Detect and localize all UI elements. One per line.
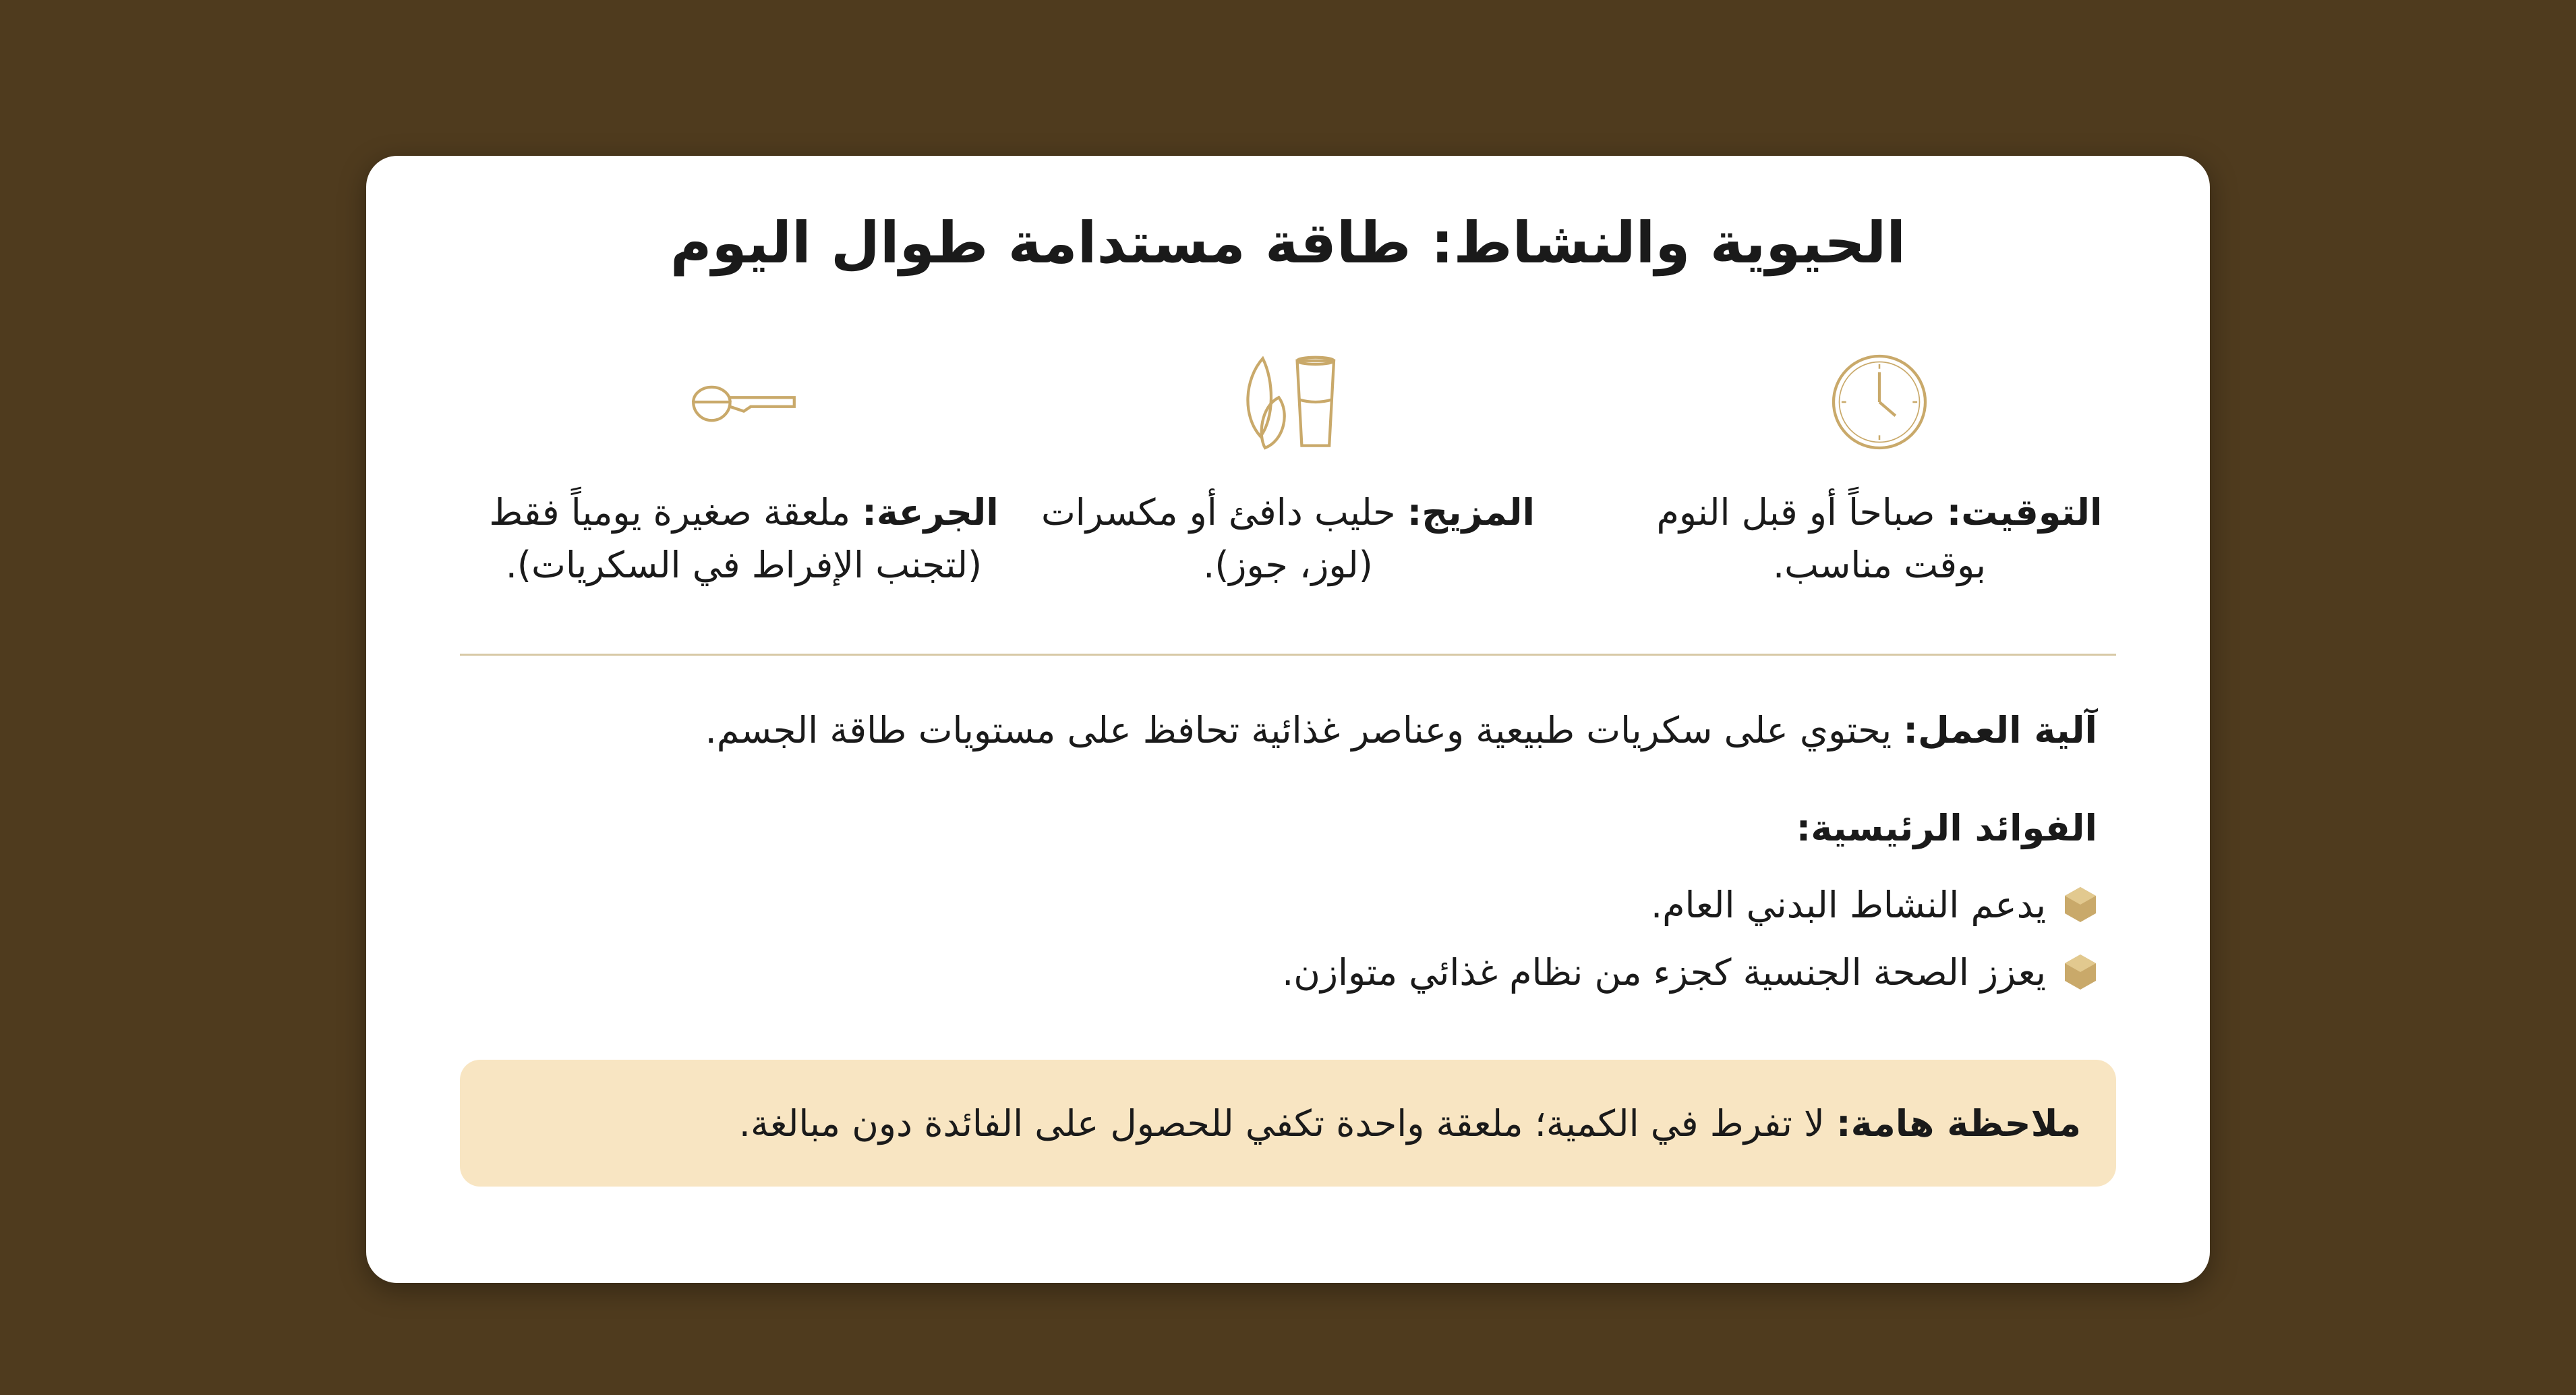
- clock-icon: [1822, 345, 1937, 459]
- mix-label: المزيج:: [1407, 491, 1535, 534]
- dose-label: الجرعة:: [862, 491, 999, 534]
- mechanism-label: آلية العمل:: [1903, 709, 2097, 751]
- mechanism-text: يحتوي على سكريات طبيعية وعناصر غذائية تحافظ على مستويات طاقة الجسم.: [705, 709, 1904, 751]
- spoon-icon: [686, 345, 801, 459]
- timing-column: [1623, 345, 2136, 592]
- mix-text: حليب دافئ أو مكسرات (لوز، جوز).: [1041, 491, 1407, 586]
- list-item: [1282, 938, 2097, 1006]
- timing-label: التوقيت:: [1946, 491, 2103, 534]
- benefit-text: يعزز الصحة الجنسية كجزء من نظام غذائي متوازن.: [1282, 950, 2046, 994]
- card-title: الحيوية والنشاط: طاقة مستدامة طوال اليوم: [670, 210, 1906, 276]
- timing-text: صباحاً أو قبل النوم بوقت مناسب.: [1656, 491, 1987, 586]
- hexagon-bullet-icon: [2063, 953, 2097, 991]
- note-label: ملاحظة هامة:: [1836, 1102, 2081, 1145]
- mix-column: [1032, 345, 1544, 592]
- hexagon-bullet-icon: [2063, 886, 2097, 923]
- mechanism-line: [705, 709, 2097, 751]
- info-card: [366, 156, 2210, 1283]
- important-note: [460, 1060, 2116, 1187]
- note-text: لا تفرط في الكمية؛ ملعقة واحدة تكفي للحصول على الفائدة دون مبالغة.: [738, 1102, 1836, 1145]
- almond-milk-icon: [1231, 345, 1345, 459]
- benefits-list: [1282, 871, 2097, 1006]
- list-item: [1282, 871, 2097, 938]
- benefits-heading: الفوائد الرئيسية:: [1796, 807, 2097, 849]
- divider: [460, 654, 2116, 656]
- benefit-text: يدعم النشاط البدني العام.: [1650, 883, 2046, 926]
- dose-text: ملعقة صغيرة يومياً فقط (لتجنب الإفراط في السكريات).: [489, 491, 983, 586]
- dose-column: [488, 345, 1000, 592]
